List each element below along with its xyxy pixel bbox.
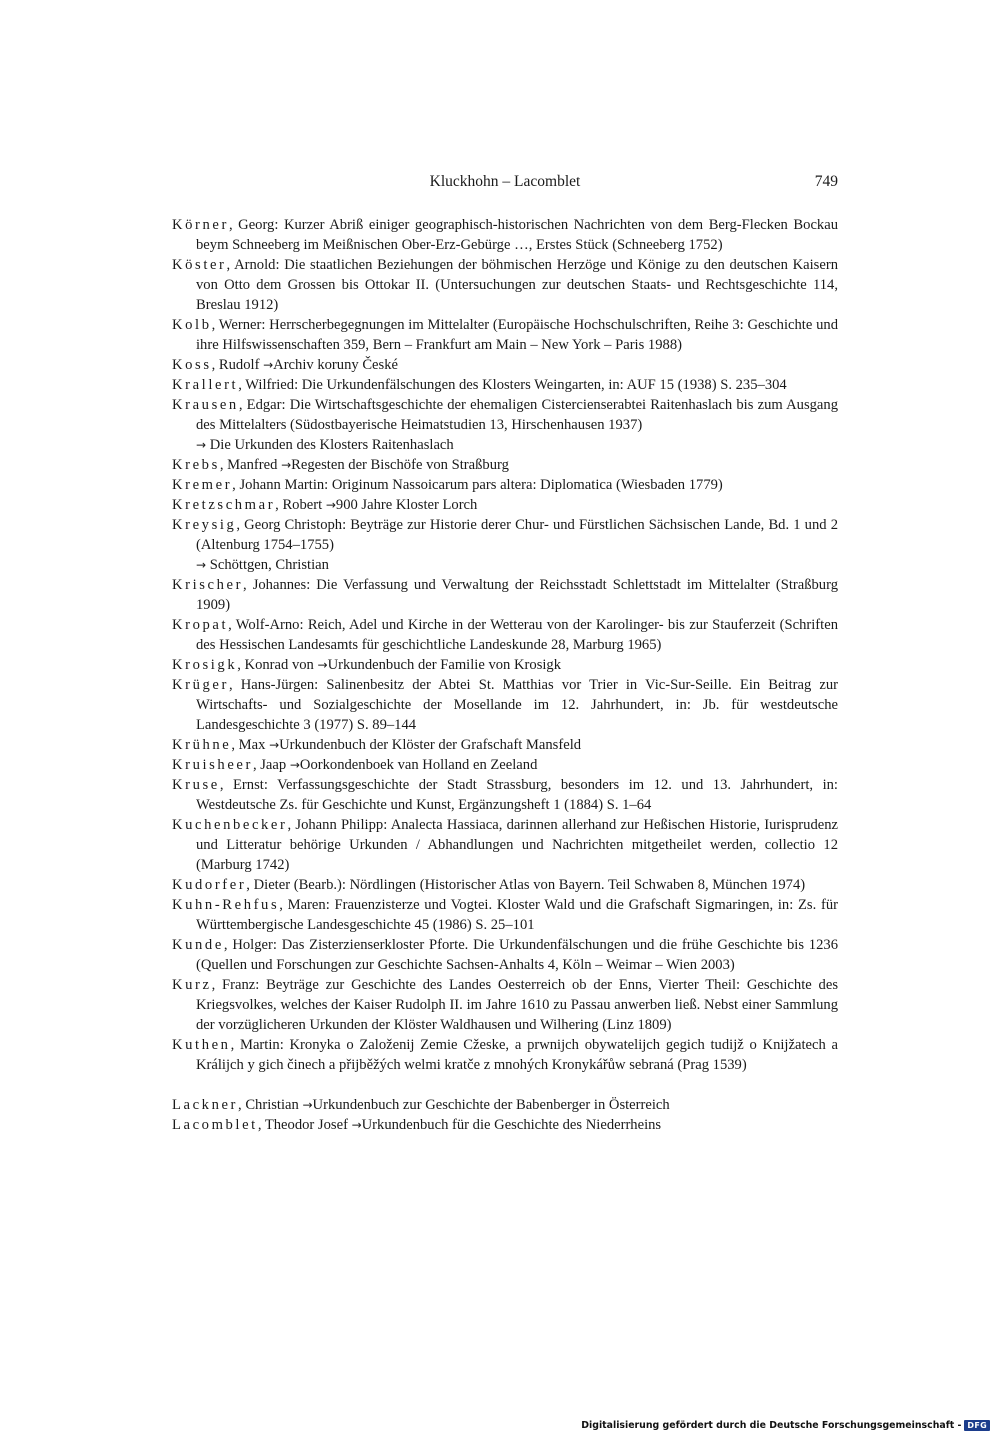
author-name: Kreysig [172,517,237,533]
entry-text: , Johann Philipp: Analecta Hassiaca, darinnen allerhand zur Heßischen Historie, Iurisprudenz und Litteratur behörige Urkunden / Abhandlungen und Nachrichten mitgetheilet werden, collectio 12 (Marburg 1742) [196,817,838,873]
entry-text: , Theodor Josef [257,1117,352,1133]
bibliography-entry [172,215,838,255]
entry-text: , Ernst: Verfassungsgeschichte der Stadt Strassburg, besonders im 12. und 13. Jahrhundert, in: Westdeutsche Zs. für Geschichte und Kunst, Ergänzungsheft 1 (1884) S. 1–64 [196,777,838,813]
entry-text: , Georg: Kurzer Abriß einiger geographisch-historischen Nachrichten von dem Berg-Flecken Bockau beym Schneeberg im Meißnischen Ober-Erz-Gebürge …, Erstes Stück (Schneeberg 1752) [196,217,838,253]
see-also-reference [196,555,838,575]
bibliography-entry [172,615,838,655]
author-name: Köster [172,257,227,273]
bibliography-entry [172,675,838,735]
cross-reference-arrow-icon: → [317,658,328,672]
author-name: Kruse [172,777,220,793]
author-name: Krebs [172,457,220,473]
bibliography-entry [172,975,838,1035]
entry-text: , Max [231,737,270,753]
funding-footer [581,1418,990,1432]
bibliography-entry [172,575,838,615]
bibliography-entry [172,775,838,815]
cross-reference-arrow-icon: → [263,358,274,372]
bibliography-entry [172,735,838,755]
bibliography-entry [172,1095,838,1115]
entry-text: , Konrad von [237,657,318,673]
author-name: Kruisheer [172,757,253,773]
cross-reference-arrow-icon: → [351,1118,362,1132]
entry-text: , Arnold: Die staatlichen Beziehungen der böhmischen Herzöge und Könige zu den deutschen Kaisern von Otto dem Grossen bis Ottokar II. (Untersuchungen zur deutschen Staats- und Rechtsgeschichte 114, Breslau 1912) [196,257,838,313]
bibliography-entry [172,935,838,975]
bibliography-entry [172,1115,838,1135]
cross-reference-arrow-icon: → [269,738,280,752]
entry-text: , Christian [238,1097,303,1113]
entry-text: , Wilfried: Die Urkundenfälschungen des Klosters Weingarten, in: AUF 15 (1938) S. 235–304 [238,377,787,393]
author-name: Kuthen [172,1037,231,1053]
bibliography-entry [172,315,838,355]
cross-reference-arrow-icon: → [281,458,292,472]
author-name: Körner [172,217,229,233]
author-name: Kuchenbecker [172,817,288,833]
running-header [172,173,838,195]
bibliography-entry [172,515,838,575]
author-name: Lackner [172,1097,239,1113]
dfg-logo: DFG [964,1420,990,1431]
author-name: Kremer [172,477,233,493]
entry-text: , Wolf-Arno: Reich, Adel und Kirche in der Wetterau von der Karolinger- bis zur Stauferzeit (Schriften des Hessischen Landesamts für geschichtliche Landeskunde 28, Marburg 1965) [196,617,838,653]
cross-reference-arrow-icon: → [302,1098,313,1112]
author-name: Koss [172,357,212,373]
cross-reference-text: Regesten der Bischöfe von Straßburg [291,457,509,473]
entry-text: , Robert [275,497,326,513]
bibliography-entry [172,355,838,375]
author-name: Kuhn-Rehfus [172,897,280,913]
bibliography-entry [172,655,838,675]
entry-text: , Maren: Frauenzisterze und Vogtei. Kloster Wald und die Grafschaft Sigmaringen, in: Zs. für Württembergische Landesgeschichte 45 (1986) S. 25–101 [196,897,838,933]
author-name: Krüger [172,677,229,693]
funding-note: Digitalisierung gefördert durch die Deutsche Forschungsgemeinschaft - [581,1419,962,1431]
entry-text: , Martin: Kronyka o Založenij Zemie Cžeske, a prwnijch obywatelijch gegich tudijž o Knijžatech a Králijch y gich činech a přijběžých welmi kratče z mnohých Kronykářůw sebraná (Prag 1539) [196,1037,838,1073]
cross-reference-arrow-icon: → [289,758,300,772]
bibliography-list [172,215,838,1135]
cross-reference-text: Oorkondenboek van Holland en Zeeland [299,757,538,773]
entry-text: , Manfred [219,457,282,473]
see-also-reference [196,435,838,455]
bibliography-entry [172,475,838,495]
author-name: Krausen [172,397,239,413]
author-name: Krischer [172,577,244,593]
bibliography-entry [172,255,838,315]
bibliography-entry [172,395,838,455]
cross-reference-text: Archiv koruny České [273,357,398,373]
see-also-text: Die Urkunden des Klosters Raitenhaslach [209,437,454,453]
entry-text: , Holger: Das Zisterzienserkloster Pforte. Die Urkundenfälschungen und die frühe Geschichte bis 1236 (Quellen und Forschungen zur Geschichte Sachsen-Anhalts 4, Köln – Weimar – Wien 2003) [196,937,838,973]
entry-text: , Rudolf [211,357,264,373]
entry-text: , Johann Martin: Originum Nassoicarum pars altera: Diplomatica (Wiesbaden 1779) [232,477,723,493]
cross-reference-text: Urkundenbuch zur Geschichte der Babenberger in Österreich [312,1097,670,1113]
author-name: Kunde [172,937,224,953]
cross-reference-arrow-icon: → [325,498,336,512]
entry-text: , Johannes: Die Verfassung und Verwaltung der Reichsstadt Schlettstadt im Mittelalter (Straßburg 1909) [196,577,838,613]
bibliography-entry [172,815,838,875]
entry-text: , Georg Christoph: Beyträge zur Historie derer Chur- und Fürstlichen Sächsischen Lande, Bd. 1 und 2 (Altenburg 1754–1755) [196,517,838,553]
bibliography-entry [172,1035,838,1075]
author-name: Krosigk [172,657,238,673]
author-name: Krühne [172,737,232,753]
page-number: 749 [814,173,838,190]
see-also-text: Schöttgen, Christian [209,557,329,573]
bibliography-entry [172,455,838,475]
author-name: Kurz [172,977,212,993]
author-name: Lacomblet [172,1117,258,1133]
entry-text: , Hans-Jürgen: Salinenbesitz der Abtei St. Matthias vor Trier in Vic-Sur-Seille. Ein Beitrag zur Wirtschafts- und Sozialgeschichte der Mosellande im 12. Jahrhundert, in: Jb. für westdeutsche Landesgeschichte 3 (1977) S. 89–144 [196,677,838,733]
cross-reference-text: 900 Jahre Kloster Lorch [335,497,478,513]
cross-reference-text: Urkundenbuch für die Geschichte des Niederrheins [361,1117,662,1133]
bibliography-entry [172,895,838,935]
bibliography-entry [172,875,838,895]
entry-text: , Jaap [252,757,290,773]
author-name: Kropat [172,617,229,633]
author-name: Kudorfer [172,877,247,893]
author-name: Kolb [172,317,212,333]
entry-text: , Werner: Herrscherbegegnungen im Mittelalter (Europäische Hochschulschriften, Reihe 3: Geschichte und ihre Hilfswissenschaften 359, Bern – Frankfurt am Main – New York – Paris 1988) [196,317,838,353]
cross-reference-text: Urkundenbuch der Klöster der Grafschaft Mansfeld [279,737,582,753]
bibliography-entry [172,375,838,395]
author-name: Kretzschmar [172,497,276,513]
cross-reference-text: Urkundenbuch der Familie von Krosigk [327,657,562,673]
bibliography-entry [172,755,838,775]
bibliography-entry [172,495,838,515]
running-title: Kluckhohn – Lacomblet [429,173,581,190]
cross-reference-arrow-icon: → [196,558,207,572]
entry-text: , Dieter (Bearb.): Nördlingen (Historischer Atlas von Bayern. Teil Schwaben 8, München 1974) [246,877,806,893]
entry-text: , Edgar: Die Wirtschaftsgeschichte der ehemaligen Cistercienserabtei Raitenhaslach bis zum Ausgang des Mittelalters (Südostbayerische Heimatstudien 13, Hirschenhausen 1937) [196,397,838,433]
author-name: Krallert [172,377,239,393]
entry-text: , Franz: Beyträge zur Geschichte des Landes Oesterreich ob der Enns, Vierter Theil: Geschichte des Kriegsvolkes, welches der Kaiser Rudolph II. im Jahre 1610 zu Passau anwerben ließ. Nebst einer Sammlung der vorzüglicheren Urkunden der Klöster Waldhausen und Wilhering (Linz 1809) [196,977,838,1033]
cross-reference-arrow-icon: → [196,438,207,452]
